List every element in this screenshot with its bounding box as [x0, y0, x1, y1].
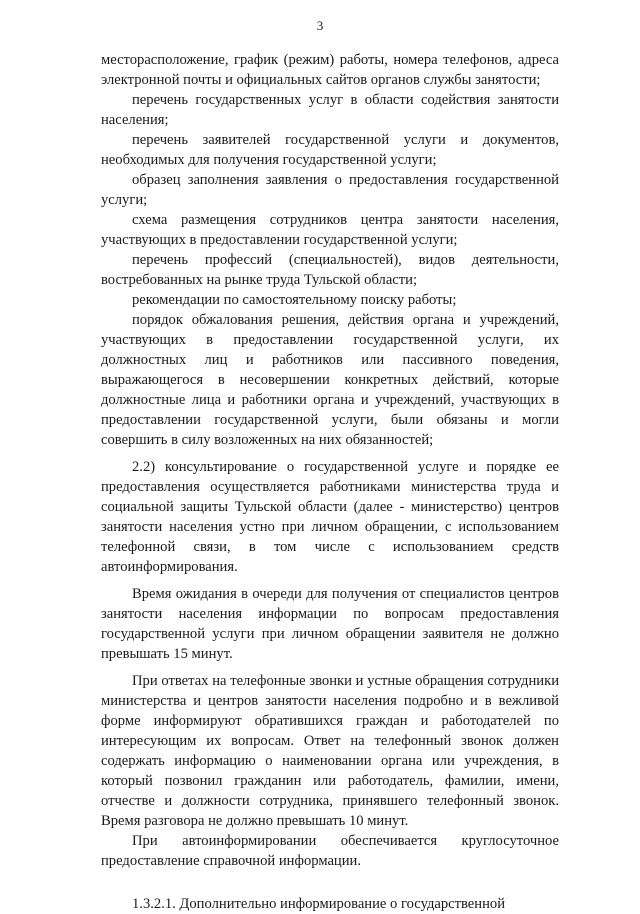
paragraph-location-schedule: месторасположение, график (режим) работы, номера телефонов, адреса электронной почты и официальных сайтов органов службы занятости; — [101, 52, 559, 88]
document-body — [101, 50, 559, 914]
paragraph-phone-answers: При ответах на телефонные звонки и устные обращения сотрудники министерства и центров занятости населения подробно и в вежливой форме информируют обратившихся граждан и работодателей по интересующим их вопросам. Ответ на телефонный звонок должен содержать информацию о наименовании органа или учреждения, в который позвонил гражданин или работодатель, фамилии, имени, отчестве и должности сотрудника, принявшего телефонный звонок. Время разговора не должно превышать 10 минут. — [101, 673, 559, 829]
paragraph-applicants-documents: перечень заявителей государственной услуги и документов, необходимых для получения государственной услуги; — [101, 132, 559, 168]
paragraph-application-sample: образец заполнения заявления о предоставления государственной услуги; — [101, 172, 559, 208]
page-number: 3 — [316, 18, 324, 33]
paragraph-consulting-2-2: 2.2) консультирование о государственной услуге и порядке ее предоставления осуществляется работниками министерства труда и социальной защиты Тульской области (далее - министерство) центров занятости населения устно при личном обращении, с использованием телефонной связи, в том числе с использованием средств автоинформирования. — [101, 459, 559, 575]
paragraph-staff-layout: схема размещения сотрудников центра занятости населения, участвующих в предоставлении государственной услуги; — [101, 212, 559, 248]
paragraph-section-1-3-2-1: 1.3.2.1. Дополнительно информирование о государственной — [132, 896, 506, 912]
paragraph-job-search-tips: рекомендации по самостоятельному поиску работы; — [132, 292, 457, 308]
paragraph-services-list: перечень государственных услуг в области содействия занятости населения; — [101, 92, 559, 128]
paragraph-professions-list: перечень профессий (специальностей), видов деятельности, востребованных на рынке труда Тульской области; — [101, 252, 559, 288]
paragraph-auto-informing: При автоинформировании обеспечивается круглосуточное предоставление справочной информации. — [101, 833, 559, 869]
paragraph-waiting-time: Время ожидания в очереди для получения от специалистов центров занятости населения информации по вопросам предоставления государственной услуги при личном обращении заявителя не должно превышать 15 минут. — [101, 586, 559, 662]
paragraph-appeal-procedure: порядок обжалования решения, действия органа и учреждений, участвующих в предоставлении государственной услуги, их должностных лиц и работников или пассивного поведения, выражающегося в несовершении конкретных действий, которые должностные лица и работники органа и учреждений, участвующих в предоставлении государственной услуги, были обязаны и могли совершить в силу возложенных на них обязанностей; — [101, 312, 559, 448]
